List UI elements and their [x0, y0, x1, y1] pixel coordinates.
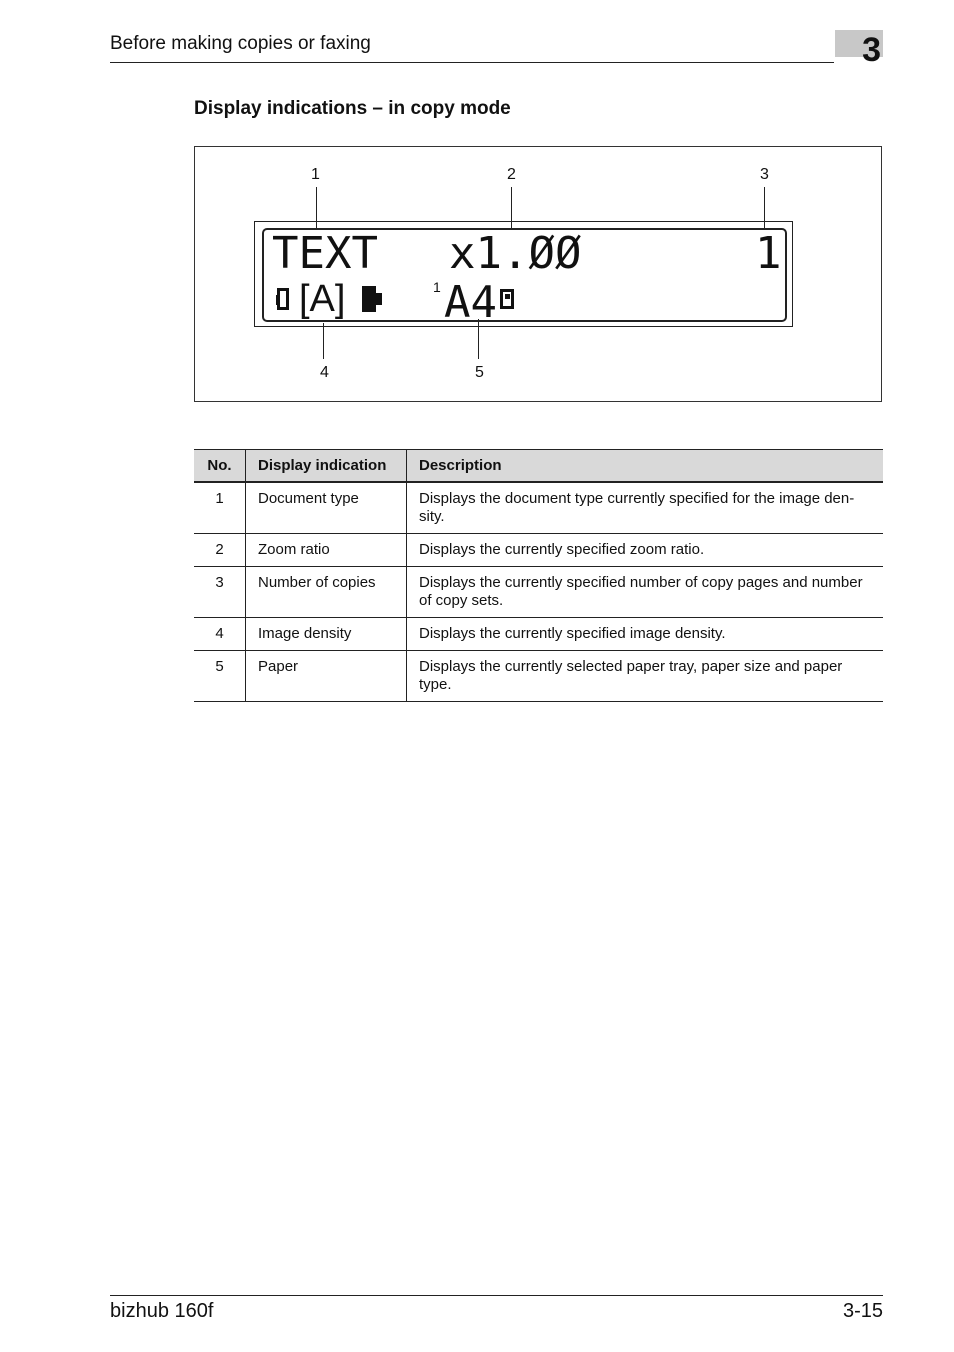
table-row	[194, 651, 883, 702]
section-heading: Display indications – in copy mode	[194, 98, 511, 119]
lcd-density-text: [A]	[299, 278, 346, 320]
cell-description: Displays the currently specified number of copy pages and number of copy sets.	[407, 567, 884, 618]
header-indication: Display indication	[246, 450, 407, 483]
footer-divider	[110, 1295, 883, 1296]
callout-4: 4	[320, 364, 329, 381]
lcd-screen	[262, 228, 787, 328]
footer-page-number: 3-15	[842, 1300, 883, 1322]
header-no: No.	[194, 450, 246, 483]
table-row	[194, 482, 883, 534]
cell-indication: Number of copies	[246, 567, 407, 618]
indication-table	[194, 449, 883, 702]
table-header-row	[194, 450, 883, 483]
lcd-figure	[194, 146, 882, 402]
lcd-zoom-text: x1.ØØ	[449, 228, 582, 279]
lcd-panel	[254, 221, 793, 327]
cell-no: 2	[194, 534, 246, 567]
table-row	[194, 618, 883, 651]
cell-description: Displays the currently specified zoom ratio.	[407, 534, 884, 567]
callout-5: 5	[475, 364, 484, 381]
cell-no: 4	[194, 618, 246, 651]
lcd-paper-size: A4	[444, 277, 497, 328]
density-level-icon	[362, 286, 376, 312]
callout-3: 3	[760, 166, 769, 183]
cell-indication: Image density	[246, 618, 407, 651]
cell-no: 3	[194, 567, 246, 618]
callout-1: 1	[311, 166, 320, 183]
footer-product: bizhub 160f	[110, 1300, 214, 1322]
cell-no: 1	[194, 482, 246, 534]
cell-indication: Zoom ratio	[246, 534, 407, 567]
document-type-icon	[277, 288, 289, 310]
lcd-tray-number: 1	[433, 279, 441, 295]
cell-description: Displays the currently selected paper tray, paper size and paper type.	[407, 651, 884, 702]
chapter-number: 3	[862, 31, 881, 69]
cell-no: 5	[194, 651, 246, 702]
cell-indication: Document type	[246, 482, 407, 534]
callout-line-4	[323, 323, 324, 359]
cell-description: Displays the document type currently specified for the image den- sity.	[407, 482, 884, 534]
running-header: Before making copies or faxing	[110, 33, 371, 54]
cell-description: Displays the currently specified image density.	[407, 618, 884, 651]
cell-indication: Paper	[246, 651, 407, 702]
lcd-mode-text: TEXT	[272, 228, 378, 279]
lcd-copies-text: 1	[755, 228, 782, 279]
table-row	[194, 567, 883, 618]
table-row	[194, 534, 883, 567]
header-description: Description	[407, 450, 884, 483]
paper-type-icon	[500, 289, 514, 309]
callout-2: 2	[507, 166, 516, 183]
header-divider	[110, 62, 834, 63]
chapter-tab	[835, 30, 883, 69]
